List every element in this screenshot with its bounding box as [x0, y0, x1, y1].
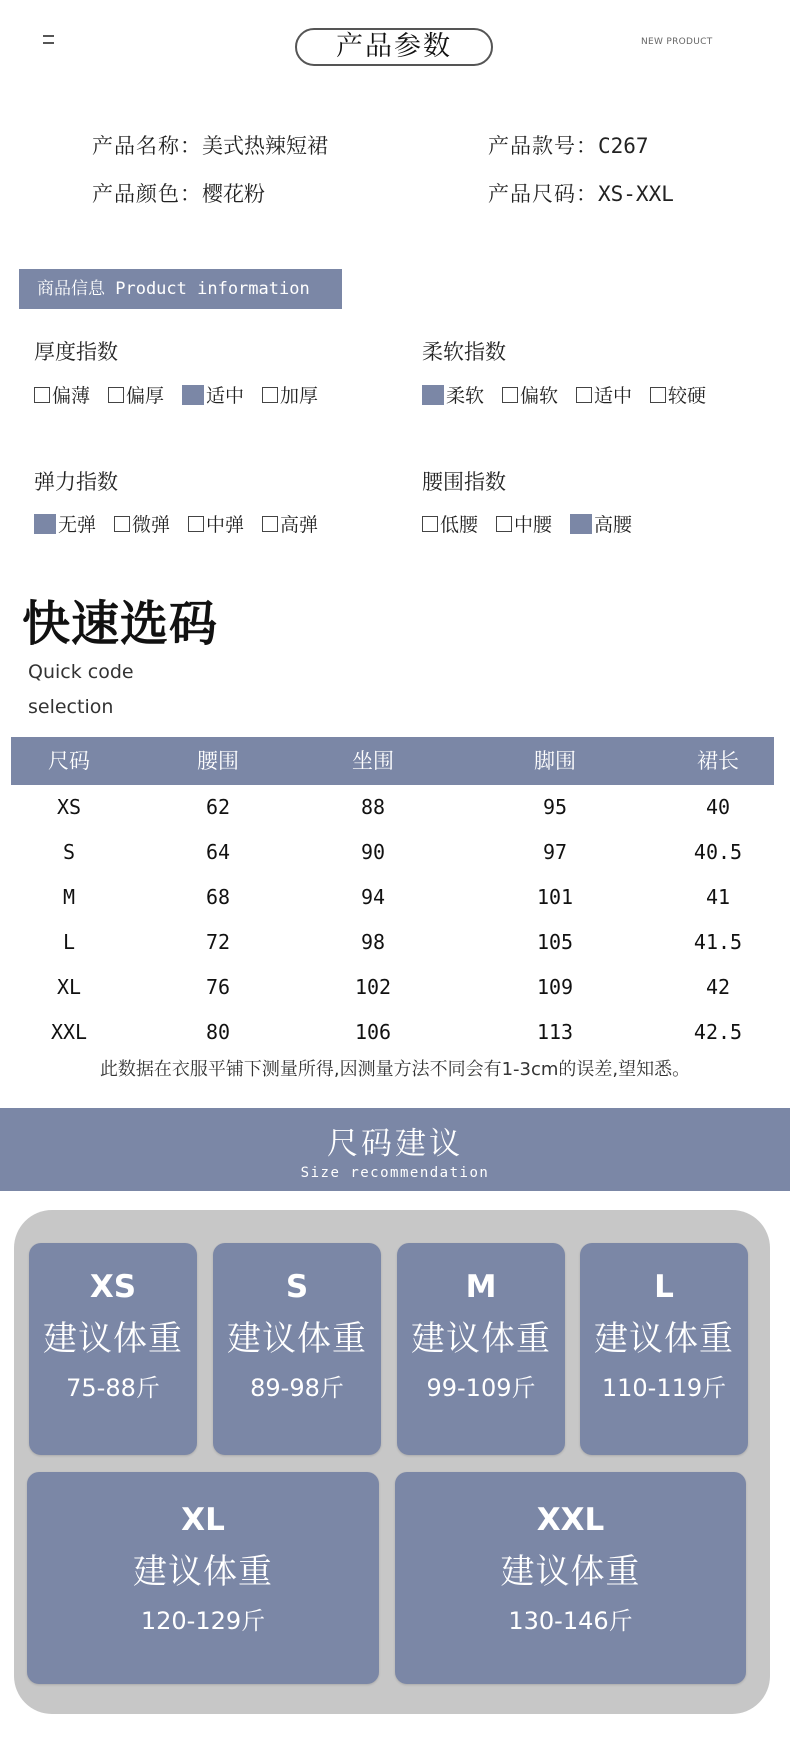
- size-card-weight-label: 建议体重: [411, 1319, 551, 1359]
- table-cell: 40.5: [693, 840, 743, 864]
- index-option: [422, 381, 484, 408]
- table-cell: XXL: [50, 1020, 88, 1044]
- size-card-weight-label: 建议体重: [227, 1319, 367, 1359]
- unchecked-box-icon: [34, 387, 50, 403]
- table-cell: 97: [542, 840, 568, 864]
- index-option: [496, 510, 552, 537]
- index-option-label: 偏厚: [126, 385, 165, 407]
- param-color: 产品颜色：樱花粉: [92, 182, 265, 206]
- table-cell: 88: [360, 795, 386, 819]
- header-size: 尺码: [48, 749, 90, 773]
- index-option: [576, 381, 632, 408]
- elasticity-index-title: 弹力指数: [34, 470, 118, 494]
- table-cell: L: [62, 930, 76, 954]
- size-recommendation-title: 尺码建议: [327, 1126, 463, 1162]
- table-cell: 95: [542, 795, 568, 819]
- index-option: [502, 381, 558, 408]
- size-card-weight-label: 建议体重: [594, 1319, 734, 1359]
- table-cell: 90: [360, 840, 386, 864]
- size-recommendation-subtitle: Size recommendation: [300, 1165, 490, 1181]
- index-option-label: 偏软: [520, 385, 559, 407]
- new-product-label: NEW PRODUCT: [641, 37, 713, 47]
- header-hip: 坐围: [352, 749, 394, 773]
- table-cell: 109: [536, 975, 574, 999]
- menu-icon[interactable]: [38, 30, 60, 52]
- waist-index-options: [422, 510, 632, 537]
- size-card-size: S: [285, 1269, 309, 1305]
- table-cell: 42.5: [693, 1020, 743, 1044]
- table-cell: 80: [205, 1020, 231, 1044]
- measurement-note: 此数据在衣服平铺下测量所得,因测量方法不同会有1-3cm的误差,望知悉。: [99, 1059, 691, 1080]
- index-option-label: 高弹: [280, 514, 319, 536]
- header-hem: 脚围: [534, 749, 576, 773]
- table-row: [11, 1010, 774, 1055]
- index-option: [182, 381, 244, 408]
- size-card-weight: 110-119斤: [601, 1374, 727, 1402]
- table-row: [11, 830, 774, 875]
- size-card-size: XS: [89, 1269, 137, 1305]
- index-option-label: 柔软: [446, 385, 485, 407]
- quick-code-en-line1: Quick code: [28, 661, 134, 683]
- index-option: [108, 381, 164, 408]
- index-option: [34, 510, 96, 537]
- table-cell: 42: [705, 975, 731, 999]
- quick-code-title: 快速选码: [22, 596, 219, 652]
- index-option: [34, 381, 90, 408]
- waist-index-title: 腰围指数: [422, 470, 506, 494]
- unchecked-box-icon: [650, 387, 666, 403]
- unchecked-box-icon: [108, 387, 124, 403]
- thickness-index-title: 厚度指数: [34, 340, 118, 364]
- size-card-size: L: [654, 1269, 674, 1305]
- size-card-xs: [29, 1243, 197, 1455]
- index-option: [262, 381, 318, 408]
- size-card-weight-label: 建议体重: [500, 1552, 641, 1592]
- checked-box-icon: [34, 514, 56, 534]
- size-table: [11, 737, 774, 1055]
- size-card-size: M: [465, 1269, 497, 1305]
- table-cell: S: [62, 840, 76, 864]
- checked-box-icon: [182, 385, 204, 405]
- thickness-index-options: [34, 381, 318, 408]
- size-card-size: XL: [181, 1502, 225, 1538]
- size-recommendation-band: [0, 1108, 790, 1191]
- table-cell: 40: [705, 795, 731, 819]
- index-option: [650, 381, 706, 408]
- unchecked-box-icon: [496, 516, 512, 532]
- table-cell: M: [62, 885, 76, 909]
- index-option: [422, 510, 478, 537]
- elasticity-index-options: [34, 510, 318, 537]
- table-cell: 94: [360, 885, 386, 909]
- size-card-xxl: [395, 1472, 746, 1684]
- table-cell: XL: [56, 975, 82, 999]
- table-cell: XS: [56, 795, 82, 819]
- size-table-header: [11, 737, 774, 785]
- softness-index-title: 柔软指数: [422, 340, 506, 364]
- table-cell: 41.5: [693, 930, 743, 954]
- table-row: [11, 875, 774, 920]
- size-card-m: [397, 1243, 565, 1455]
- page-title: 产品参数: [295, 28, 493, 66]
- checked-box-icon: [422, 385, 444, 405]
- size-card-l: [580, 1243, 748, 1455]
- param-name: 产品名称：美式热辣短裙: [92, 134, 328, 158]
- table-cell: 105: [536, 930, 574, 954]
- index-option-label: 低腰: [440, 514, 479, 536]
- index-option: [262, 510, 318, 537]
- size-card-weight: 89-98斤: [250, 1374, 344, 1402]
- table-cell: 41: [705, 885, 731, 909]
- unchecked-box-icon: [502, 387, 518, 403]
- index-option-label: 适中: [594, 385, 633, 407]
- header-waist: 腰围: [197, 749, 239, 773]
- size-card-weight: 130-146斤: [508, 1607, 633, 1635]
- table-cell: 113: [536, 1020, 574, 1044]
- unchecked-box-icon: [262, 387, 278, 403]
- table-cell: 72: [205, 930, 231, 954]
- table-cell: 64: [205, 840, 231, 864]
- size-card-weight-label: 建议体重: [43, 1319, 183, 1359]
- index-option-label: 适中: [206, 385, 245, 407]
- param-sizes: 产品尺码：XS-XXL: [488, 182, 674, 206]
- index-option: [188, 510, 244, 537]
- table-row: [11, 965, 774, 1010]
- unchecked-box-icon: [422, 516, 438, 532]
- index-option-label: 偏薄: [52, 385, 91, 407]
- index-option-label: 较硬: [668, 385, 707, 407]
- size-card-weight: 120-129斤: [140, 1607, 266, 1635]
- table-cell: 68: [205, 885, 231, 909]
- checked-box-icon: [570, 514, 592, 534]
- table-cell: 101: [536, 885, 574, 909]
- softness-index-options: [422, 381, 706, 408]
- index-option-label: 中腰: [514, 514, 553, 536]
- index-option-label: 高腰: [594, 514, 633, 536]
- index-option-label: 中弹: [206, 514, 245, 536]
- size-card-weight-label: 建议体重: [133, 1552, 273, 1592]
- size-card-xl: [27, 1472, 379, 1684]
- table-cell: 62: [205, 795, 231, 819]
- unchecked-box-icon: [576, 387, 592, 403]
- index-option: [114, 510, 170, 537]
- index-option-label: 加厚: [280, 385, 319, 407]
- index-option-label: 无弹: [58, 514, 97, 536]
- size-card-weight: 99-109斤: [426, 1374, 536, 1402]
- param-style-no: 产品款号：C267: [488, 134, 649, 158]
- unchecked-box-icon: [262, 516, 278, 532]
- table-cell: 102: [354, 975, 392, 999]
- table-cell: 106: [354, 1020, 392, 1044]
- size-card-s: [213, 1243, 381, 1455]
- unchecked-box-icon: [114, 516, 130, 532]
- quick-code-en-line2: selection: [28, 696, 114, 718]
- size-card-weight: 75-88斤: [66, 1374, 160, 1402]
- index-option: [570, 510, 632, 537]
- header-length: 裙长: [697, 749, 739, 773]
- table-cell: 98: [360, 930, 386, 954]
- unchecked-box-icon: [188, 516, 204, 532]
- size-recommendation-panel: [14, 1210, 770, 1714]
- product-info-bar: 商品信息 Product information: [19, 269, 342, 309]
- size-card-size: XXL: [536, 1502, 605, 1538]
- table-row: [11, 785, 774, 830]
- index-option-label: 微弹: [132, 514, 171, 536]
- table-cell: 76: [205, 975, 231, 999]
- table-row: [11, 920, 774, 965]
